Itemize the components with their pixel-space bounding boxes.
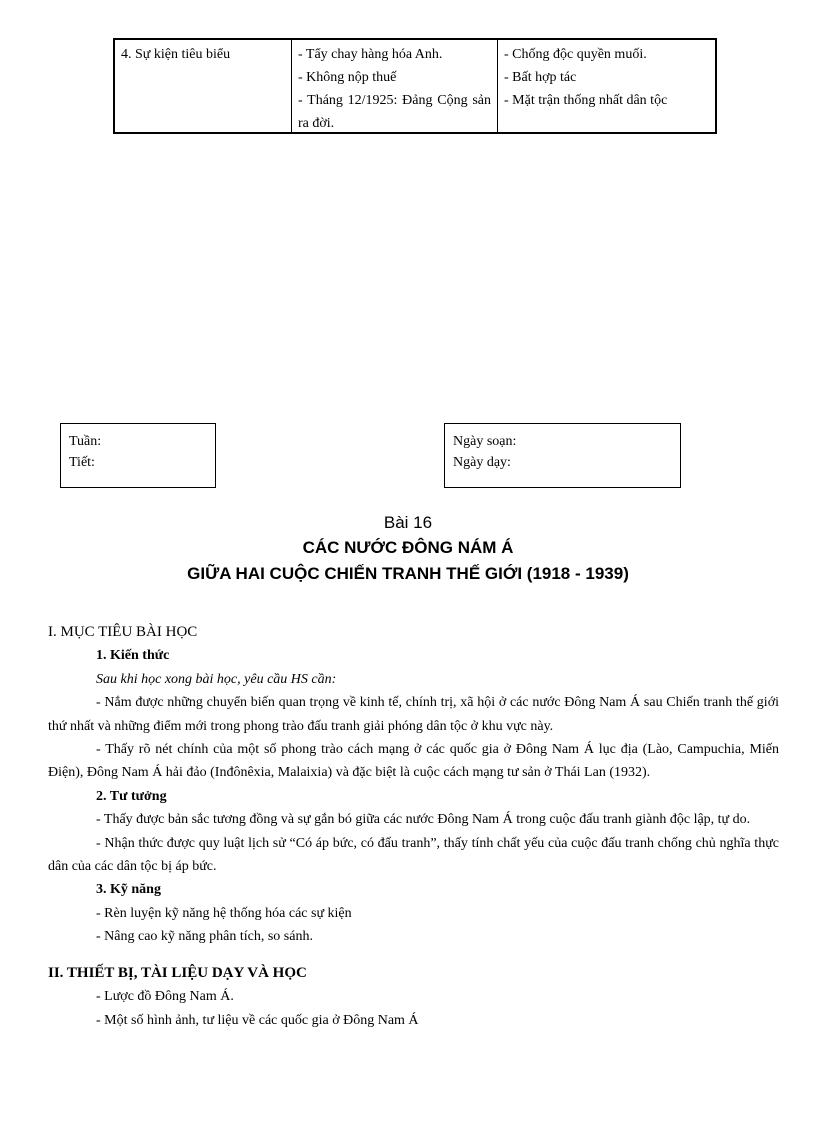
paragraph: - Nắm được những chuyển biến quan trọng về kinh tế, chính trị, xã hội ở các nước Đông Nam Á sau Chiến tranh thế giới thứ nhất và những điểm mới trong phong trào đấu tranh giải phóng dân tộc ở khu vực này. [48,695,779,734]
list-item: - Một số hình ảnh, tư liệu về các quốc gia ở Đông Nam Á [96,1012,419,1028]
events-table [113,38,717,134]
page-subtitle: GIỮA HAI CUỘC CHIẾN TRANH THẾ GIỚI (1918 - 1939) [187,564,629,583]
list-item: - Rèn luyện kỹ năng hệ thống hóa các sự kiện [96,905,352,921]
table-cell-other-events [498,40,715,132]
subheading-thought: 2. Tư tưởng [96,788,167,804]
teach-date-label: Ngày dạy: [453,455,511,470]
prep-date-label: Ngày soạn: [453,434,517,449]
subheading-skills: 3. Kỹ năng [96,882,161,898]
week-period-box [60,423,216,488]
knowledge-intro: Sau khi học xong bài học, yêu cầu HS cần: [96,671,337,687]
list-item: - Tẩy chay hàng hóa Anh. [298,47,443,62]
lesson-content [48,621,779,1032]
paragraph: - Thấy rõ nét chính của một số phong trào cách mạng ở các quốc gia ở Đông Nam Á lục địa (Lào, Campuchia, Miến Điện), Đông Nam Á hải đảo (Inđônêxia, Malaixia) và đặc biệt là cuộc cách mạng tư sản ở Thái Lan (1932). [48,742,779,781]
paragraph: - Thấy được bản sắc tương đồng và sự gắn bó giữa các nước Đông Nam Á trong cuộc đấu tranh giành độc lập, tự do. [96,812,751,828]
subheading-knowledge: 1. Kiến thức [96,648,170,664]
list-item: - Mặt trận thống nhất dân tộc [504,93,668,108]
week-label: Tuần: [69,434,102,449]
table-cell-event-label [115,40,292,132]
lesson-title-block [0,511,816,587]
list-item: - Bất hợp tác [504,70,577,85]
paragraph: - Nhận thức được quy luật lịch sử “Có áp bức, có đấu tranh”, thấy tính chất yếu của cuộc đấu tranh chống chủ nghĩa thực dân của các dân tộc bị áp bức. [48,835,779,875]
period-label: Tiết: [69,455,95,470]
event-label: 4. Sự kiện tiêu biểu [121,47,231,62]
section-heading-materials: II. THIẾT BỊ, TÀI LIỆU DẠY VÀ HỌC [48,964,307,981]
page-title: CÁC NƯỚC ĐÔNG NÁM Á [302,538,514,557]
list-item: - Lược đồ Đông Nam Á. [96,989,234,1005]
list-item: - Chống độc quyền muối. [504,47,647,62]
list-item: - Không nộp thuế [298,70,397,85]
table-cell-india-events [292,40,498,132]
section-heading-objectives: I. MỤC TIÊU BÀI HỌC [48,624,198,640]
list-item: - Tháng 12/1925: Đảng Cộng sản ra đời. [298,93,491,131]
date-box [444,423,681,488]
list-item: - Nâng cao kỹ năng phân tích, so sánh. [96,929,313,945]
lesson-number: Bài 16 [383,513,433,532]
